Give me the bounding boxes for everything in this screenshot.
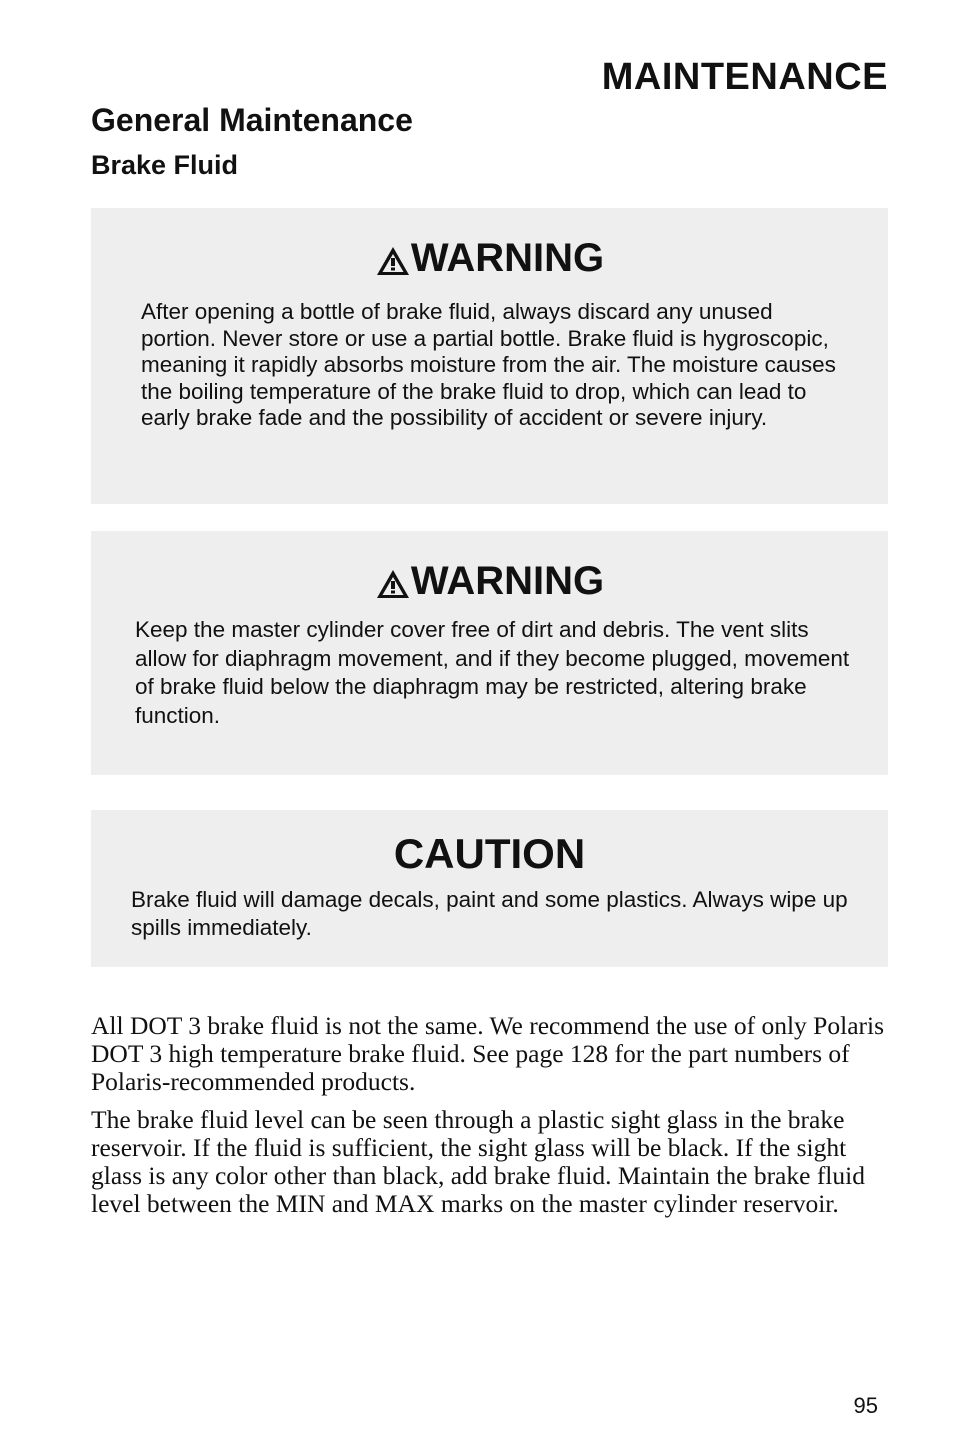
body-paragraph-1: All DOT 3 brake fluid is not the same. We recommend the use of only Polaris DOT 3 high temperature brake fluid. See page 128 for the part numbers of Polaris-recommended products. [91,1011,885,1096]
caution-text: Brake fluid will damage decals, paint and some plastics. Always wipe up spills immediately. [131,887,848,940]
caution-heading: CAUTION [393,830,586,877]
warning-triangle-icon [375,245,411,277]
warning-box-2 [91,531,888,775]
warning-heading-1 [91,208,888,281]
warning-heading-2 [91,531,888,604]
page-number: 95 [853,1393,878,1418]
caution-box [91,810,888,967]
warning-heading-text-1: WARNING [410,236,605,280]
warning-box-1 [91,208,888,504]
warning-text-1: After opening a bottle of brake fluid, always discard any unused portion. Never store or use a partial bottle. Brake fluid is hygroscopic, meaning it rapidly absorbs moisture from the air. The moisture causes the boiling temperature of the brake fluid to drop, which can lead to early brake fade and the possibility of accident or severe injury. [141,299,836,430]
section-title: General Maintenance [91,102,413,138]
warning-heading-text-2: WARNING [410,559,605,603]
body-paragraph-2: The brake fluid level can be seen through a plastic sight glass in the brake reservoir. If the fluid is sufficient, the sight glass will be black. If the sight glass is any color other than black, add brake fluid. Maintain the brake fluid level between the MIN and MAX marks on the master cylinder reservoir. [91,1105,865,1218]
warning-triangle-icon [375,568,411,600]
chapter-title: MAINTENANCE [601,56,888,98]
warning-text-2: Keep the master cylinder cover free of dirt and debris. The vent slits allow for diaphragm movement, and if they become plugged, movement of brake fluid below the diaphragm may be restricted, altering brake function. [135,617,850,728]
subsection-title: Brake Fluid [91,150,239,180]
